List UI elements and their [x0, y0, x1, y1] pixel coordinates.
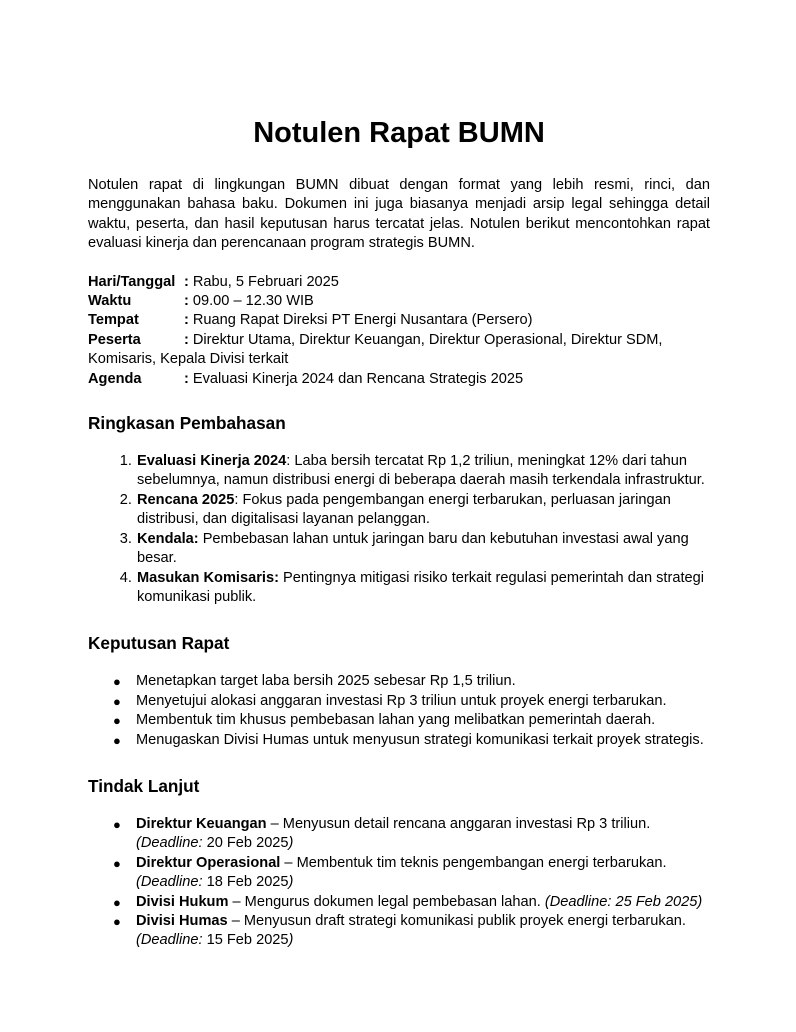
- meta-row-place: [88, 311, 710, 330]
- assignee: Direktur Keuangan: [136, 815, 267, 832]
- section-heading-keputusan: Keputusan Rapat: [88, 633, 230, 654]
- meeting-details: [88, 273, 710, 389]
- list-item: [113, 912, 710, 951]
- ringkasan-list: [88, 452, 710, 607]
- item-text: Pembebasan lahan untuk jaringan baru dan kebutuhan investasi awal yang besar.: [137, 530, 689, 567]
- bullet-icon: ●: [113, 674, 121, 690]
- bullet-icon: ●: [113, 732, 121, 748]
- meta-row-agenda: [88, 370, 710, 389]
- deadline-close: ): [288, 874, 294, 891]
- meta-key: Peserta: [88, 331, 141, 348]
- list-item: [113, 731, 710, 750]
- deadline-label: (Deadline:: [136, 835, 203, 852]
- item-text: Menetapkan target laba bersih 2025 sebesar Rp 1,5 triliun.: [136, 673, 516, 690]
- meta-separator: :: [184, 370, 189, 387]
- item-text: Membentuk tim khusus pembebasan lahan yang melibatkan pemerintah daerah.: [136, 712, 656, 729]
- item-text: Menugaskan Divisi Humas untuk menyusun strategi komunikasi terkait proyek strategis.: [136, 731, 704, 748]
- deadline-date: 18 Feb 2025: [202, 874, 289, 891]
- meta-row-date: [88, 273, 710, 292]
- task-text: – Mengurus dokumen legal pembebasan lahan.: [228, 893, 545, 910]
- meta-value: Direktur Utama, Direktur Keuangan, Direktur Operasional, Direktur SDM, Komisaris, Kepala Divisi terkait: [88, 331, 663, 368]
- item-label: Evaluasi Kinerja 2024: [137, 453, 287, 470]
- bullet-icon: ●: [113, 816, 121, 832]
- meta-value: Evaluasi Kinerja 2024 dan Rencana Strategis 2025: [192, 370, 524, 387]
- meta-key: Agenda: [88, 370, 142, 387]
- meta-value: Ruang Rapat Direksi PT Energi Nusantara (Persero): [192, 312, 533, 329]
- meta-row-participants: [88, 331, 710, 370]
- list-item: [113, 711, 710, 730]
- assignee: Divisi Hukum: [136, 893, 229, 910]
- deadline-label: (Deadline:: [136, 932, 203, 949]
- deadline-label: (Deadline:: [136, 874, 203, 891]
- list-item: [136, 530, 710, 569]
- deadline-date: 20 Feb 2025: [202, 835, 289, 852]
- tindak-lanjut-list: [88, 815, 710, 951]
- bullet-icon: ●: [113, 913, 121, 929]
- list-item: [113, 815, 710, 854]
- intro-paragraph: Notulen rapat di lingkungan BUMN dibuat dengan format yang lebih resmi, rinci, dan menggunakan bahasa baku. Dokumen ini juga biasanya menjadi arsip legal sehingga detail waktu, peserta, dan hasil keputusan harus tercatat jelas. Notulen berikut mencontohkan rapat evaluasi kinerja dan perencanaan program strategis BUMN.: [88, 177, 710, 252]
- bullet-icon: ●: [113, 894, 121, 910]
- meta-key: Tempat: [88, 312, 139, 329]
- deadline-close: ): [288, 835, 294, 852]
- meta-separator: :: [184, 273, 189, 290]
- meta-value: Rabu, 5 Februari 2025: [192, 273, 339, 290]
- document-title: Notulen Rapat BUMN: [253, 117, 545, 149]
- deadline-close: ): [288, 932, 294, 949]
- item-label: Rencana 2025: [137, 491, 235, 508]
- section-heading-ringkasan: Ringkasan Pembahasan: [88, 413, 286, 434]
- meta-value: 09.00 – 12.30 WIB: [192, 293, 314, 310]
- list-item: [136, 491, 710, 530]
- item-label: Masukan Komisaris:: [137, 569, 279, 586]
- meta-separator: :: [184, 331, 189, 348]
- assignee: Direktur Operasional: [136, 854, 281, 871]
- item-label: Kendala:: [137, 530, 199, 547]
- list-item: [136, 452, 710, 491]
- meta-key: Waktu: [88, 293, 132, 310]
- deadline-date: 15 Feb 2025: [202, 932, 289, 949]
- keputusan-list: [88, 672, 710, 750]
- task-text: – Menyusun detail rencana anggaran investasi Rp 3 triliun.: [266, 815, 651, 832]
- list-item: [113, 672, 710, 691]
- item-text: Menyetujui alokasi anggaran investasi Rp 3 triliun untuk proyek energi terbarukan.: [136, 692, 667, 709]
- meta-separator: :: [184, 312, 189, 329]
- list-item: [113, 692, 710, 711]
- list-item: [113, 893, 710, 912]
- meta-key: Hari/Tanggal: [88, 273, 176, 290]
- section-heading-tindak-lanjut: Tindak Lanjut: [88, 775, 200, 796]
- meta-separator: :: [184, 293, 189, 310]
- item-text: : Fokus pada pengembangan energi terbarukan, perluasan jaringan distribusi, dan digitalisasi layanan pelanggan.: [137, 491, 671, 528]
- bullet-icon: ●: [113, 713, 121, 729]
- task-text: – Membentuk tim teknis pengembangan energi terbarukan.: [280, 854, 667, 871]
- bullet-icon: ●: [113, 693, 121, 709]
- assignee: Divisi Humas: [136, 912, 228, 929]
- deadline-label: (Deadline: 25 Feb 2025): [544, 893, 703, 910]
- item-text: : Laba bersih tercatat Rp 1,2 triliun, meningkat 12% dari tahun sebelumnya, namun distribusi energi di beberapa daerah masih terkendala infrastruktur.: [137, 453, 705, 489]
- meta-row-time: [88, 292, 710, 311]
- task-text: – Menyusun draft strategi komunikasi publik proyek energi terbarukan.: [227, 912, 686, 929]
- bullet-icon: ●: [113, 855, 121, 871]
- item-text: Pentingnya mitigasi risiko terkait regulasi pemerintah dan strategi komunikasi publik.: [137, 569, 704, 605]
- list-item: [113, 854, 710, 893]
- list-item: [136, 569, 710, 608]
